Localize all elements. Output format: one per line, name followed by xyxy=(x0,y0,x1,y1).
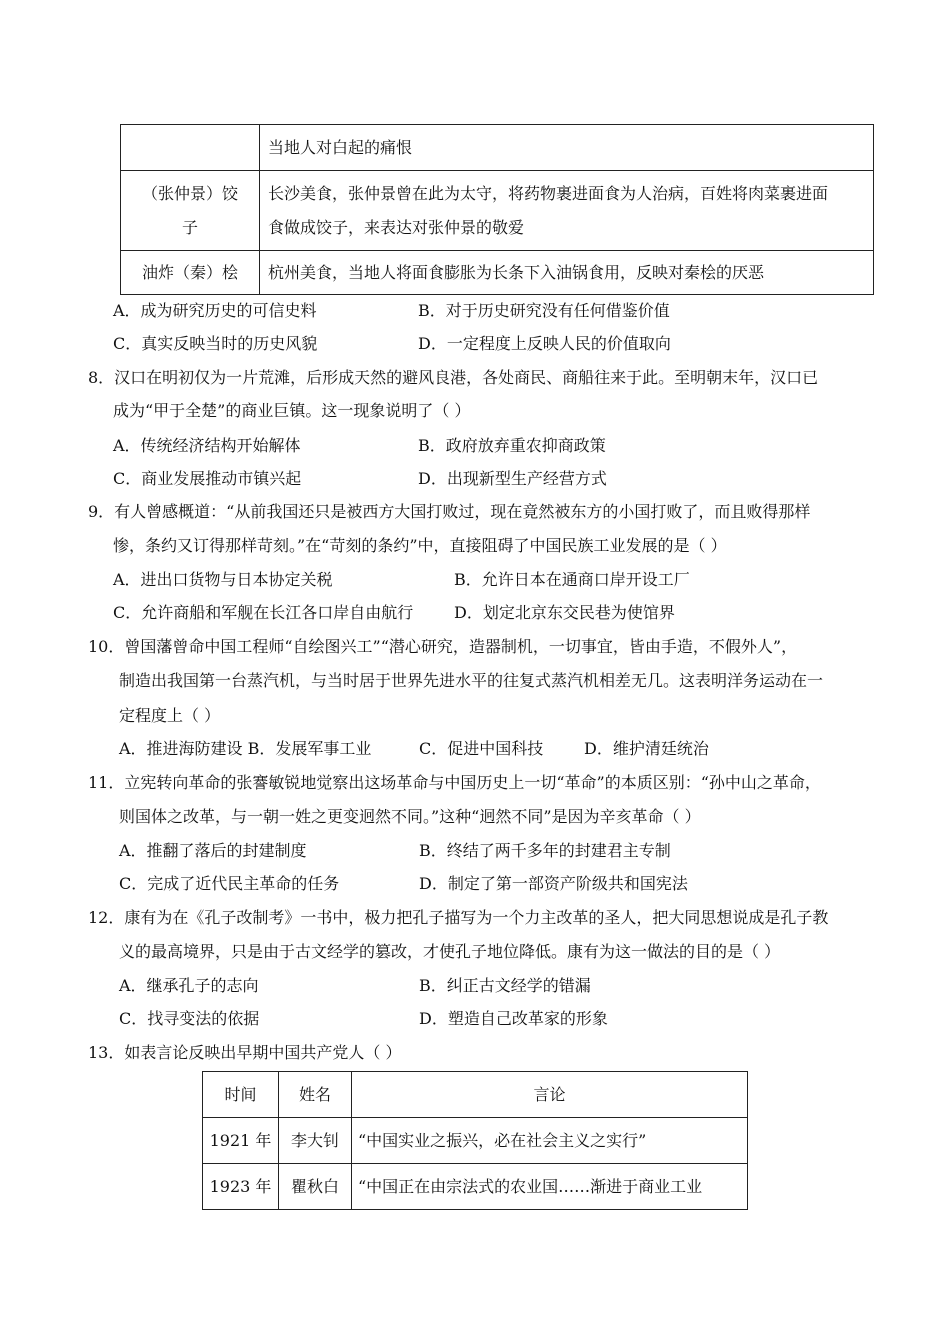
q10-option-c: C．促进中国科技 xyxy=(419,739,544,758)
q10-stem: 制造出我国第一台蒸汽机，与当时居于世界先进水平的往复式蒸汽机相差无几。这表明洋务运动在一 xyxy=(119,671,824,690)
q8-option-b: B．政府放弃重农抑商政策 xyxy=(418,436,606,455)
q8-stem: 成为“甲于全楚”的商业巨镇。这一现象说明了（ ） xyxy=(113,401,471,420)
q8-option-c: C．商业发展推动市镇兴起 xyxy=(113,469,302,488)
table-cell xyxy=(121,171,260,251)
table-row xyxy=(203,1118,748,1164)
q7-option-c: C．真实反映当时的历史风貌 xyxy=(113,334,318,353)
table-cell: 油炸（秦）桧 xyxy=(121,251,260,295)
q12-option-d: D．塑造自己改革家的形象 xyxy=(419,1009,608,1028)
q11-stem: 则国体之改革，与一朝一姓之更变迥然不同。”这种“迥然不同”是因为辛亥革命（ ） xyxy=(119,807,701,826)
food-table xyxy=(120,124,874,295)
q11-option-a: A．推翻了落后的封建制度 xyxy=(119,841,307,860)
table-header-cell: 姓名 xyxy=(279,1072,352,1118)
q11-option-b: B．终结了两千多年的封建君主专制 xyxy=(419,841,671,860)
table-cell: 瞿秋白 xyxy=(279,1164,352,1210)
q12-option-a: A．继承孔子的志向 xyxy=(119,976,259,995)
table-cell: 当地人对白起的痛恨 xyxy=(260,125,874,171)
table-cell: “中国实业之振兴，必在社会主义之实行” xyxy=(352,1118,748,1164)
table-row xyxy=(121,251,874,295)
q7-option-b: B．对于历史研究没有任何借鉴价值 xyxy=(418,301,670,320)
table-cell: 1921 年 xyxy=(203,1118,279,1164)
q9-option-a: A．进出口货物与日本协定关税 xyxy=(113,570,333,589)
q7-option-a: A．成为研究历史的可信史料 xyxy=(113,301,317,320)
food-name-line: 子 xyxy=(181,217,198,237)
table-row xyxy=(203,1164,748,1210)
q12-option-b: B．纠正古文经学的错漏 xyxy=(419,976,591,995)
q12-option-c: C．找寻变法的依据 xyxy=(119,1009,260,1028)
q10-option-d: D．维护清廷统治 xyxy=(584,739,709,758)
q12-stem: 义的最高境界，只是由于古文经学的篡改，才使孔子地位降低。康有为这一做法的目的是（ ） xyxy=(119,942,781,961)
table-cell: 1923 年 xyxy=(203,1164,279,1210)
quote-table xyxy=(202,1071,748,1210)
q11-option-d: D．制定了第一部资产阶级共和国宪法 xyxy=(419,874,688,893)
table-cell xyxy=(260,171,874,251)
q9-option-b: B．允许日本在通商口岸开设工厂 xyxy=(454,570,690,589)
table-row xyxy=(121,125,874,171)
q8-stem: 8．汉口在明初仅为一片荒滩，后形成天然的避风良港，各处商民、商船往来于此。至明朝末年，汉口已 xyxy=(88,368,819,387)
food-name-line: （张仲景）饺 xyxy=(141,183,238,203)
food-desc-line: 食做成饺子，来表达对张仲景的敬爱 xyxy=(268,217,525,237)
table-cell: 李大钊 xyxy=(279,1118,352,1164)
q10-stem: 10．曾国藩曾命中国工程师“自绘图兴工”“潜心研究，造器制机，一切事宜，皆由手造，不假外人”， xyxy=(88,637,798,656)
q10-stem: 定程度上（ ） xyxy=(119,706,221,725)
q8-option-a: A．传统经济结构开始解体 xyxy=(113,436,301,455)
food-desc-line: 长沙美食，张仲景曾在此为太守，将药物裹进面食为人治病，百姓将肉菜裹进面 xyxy=(268,183,829,203)
q11-option-c: C．完成了近代民主革命的任务 xyxy=(119,874,340,893)
table-row xyxy=(121,171,874,251)
table-cell xyxy=(121,125,260,171)
table-cell: “中国正在由宗法式的农业国……渐进于商业工业 xyxy=(352,1164,748,1210)
q9-stem: 9．有人曾感概道：“从前我国还只是被西方大国打败过，现在竟然被东方的小国打败了，而且败得那样 xyxy=(88,502,811,521)
table-header-cell: 时间 xyxy=(203,1072,279,1118)
q8-option-d: D．出现新型生产经营方式 xyxy=(418,469,607,488)
table-header-cell: 言论 xyxy=(352,1072,748,1118)
table-header-row xyxy=(203,1072,748,1118)
q10-option-ab: A．推进海防建设 B．发展军事工业 xyxy=(119,739,372,758)
q7-option-d: D．一定程度上反映人民的价值取向 xyxy=(418,334,671,353)
q9-option-d: D．划定北京东交民巷为使馆界 xyxy=(454,603,675,622)
q13-stem: 13．如表言论反映出早期中国共产党人（ ） xyxy=(88,1043,402,1062)
q9-stem: 惨，条约又订得那样苛刻。”在“苛刻的条约”中，直接阻碍了中国民族工业发展的是（ ） xyxy=(113,536,727,555)
table-cell: 杭州美食，当地人将面食膨胀为长条下入油锅食用，反映对秦桧的厌恶 xyxy=(260,251,874,295)
q12-stem: 12．康有为在《孔子改制考》一书中，极力把孔子描写为一个力主改革的圣人，把大同思想说成是孔子教 xyxy=(88,908,829,927)
q9-option-c: C．允许商船和军舰在长江各口岸自由航行 xyxy=(113,603,414,622)
q11-stem: 11．立宪转向革命的张謇敏锐地觉察出这场革命与中国历史上一切“革命”的本质区别：“孙中山之革命， xyxy=(88,773,821,792)
